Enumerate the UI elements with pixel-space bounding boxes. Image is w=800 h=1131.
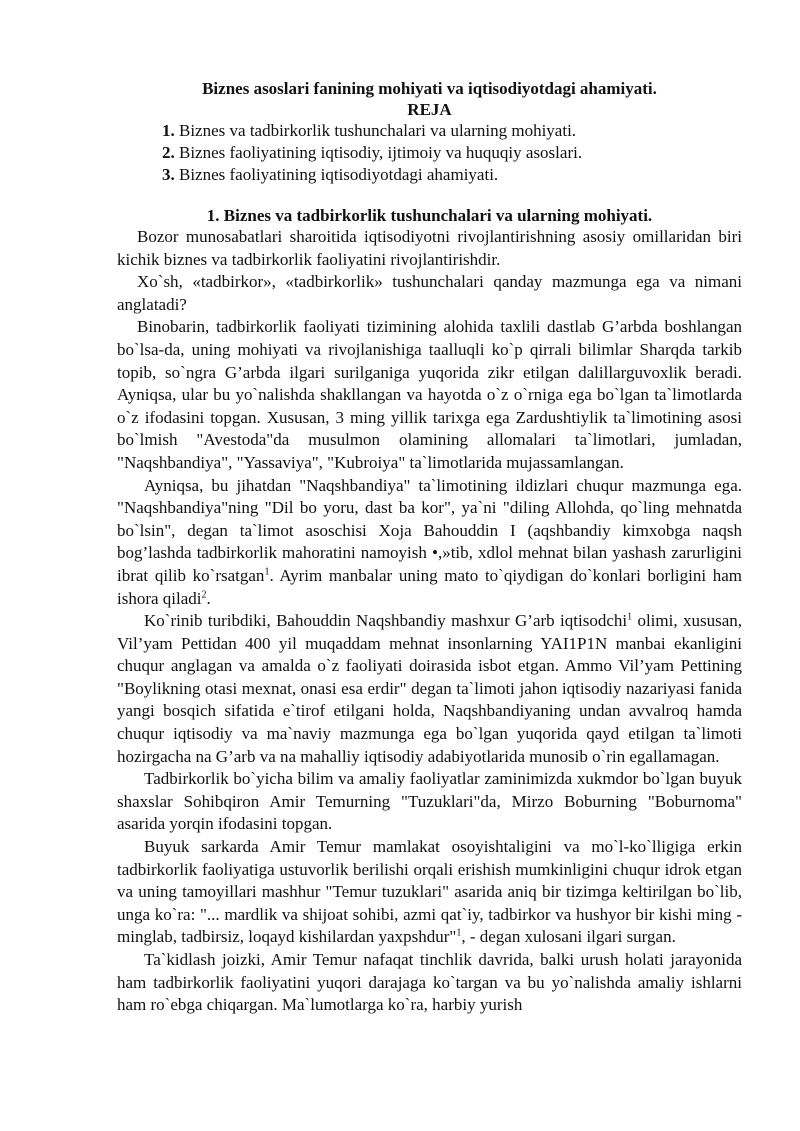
plan-item-text: Biznes faoliyatining iqtisodiy, ijtimoiy va huquqiy asoslari. [174,143,583,162]
plan-item-number: 2. [162,143,175,162]
paragraph: Binobarin, tadbirkorlik faoliyati tizimining alohida taxlili dastlab G’arbda boshlangan bo`lsa-da, uning mohiyati va rivojlanishiga taalluqli ko`p qirrali bilimlar Sharqda tarkib topib, so`ngra G’arbda ilgari surilganiga yuqorida zikr etilgan dalillarguvoxlik beradi. Ayniqsa, ular bu yo`nalishda shakllangan va hayotda o`z o`rniga ega bo`lgan ta`limotlarda o`z ifodasini topgan. Xususan, 3 ming yillik tarixga ega Zardushtiylik ta`limotining asosi bo`lmish "Avestoda"da musulmon olamining allomalari ta`limotlari, jumladan, "Naqshbandiya", "Yassaviya", "Kubroiya" ta`limotlarida mujassamlangan. [117,317,742,472]
paragraph-text: . Ayrim manbalar uning mato to`qiydigan do`konlari borligini ham ishora qiladi [117,565,742,608]
footnote-marker: 1 [456,927,462,939]
plan-item-text: Biznes faoliyatining iqtisodiyotdagi ahamiyati. [174,165,499,184]
paragraph: Xo`sh, «tadbirkor», «tadbirkorlik» tushunchalari qanday mazmunga ega va nimani anglatadi? [117,272,742,314]
paragraph-text: olimi, xususan, Vil’yam Pettidan 400 yil muqaddam mehnat insonlarning YAI1P1N manbai ekanligini chuqur anglagan va amalda o`z faoliyati doirasida isbot etgan. Ammo Vil’yam Pettining "Boylikning otasi mexnat, onasi esa erdir" degan ta`limoti jahon iqtisodiy nazariyasi fanida yangi bosqich sifatida e`tirof etilgani holda, Naqshbandiyaning undan avvalroq hamda chuqur iqtisodiy va ma`naviy mazmunga ega bo`lgan yuqorida qayd etilgan ta`limoti hozirgacha na G’arb va na mahalliy iqtisodiy adabiyotlarida munosib o`rin egallamagan. [117,611,742,766]
paragraph [117,610,742,768]
plan-item-number: 1. [162,121,175,140]
plan-item-number: 3. [162,165,175,184]
paragraph: Tadbirkorlik bo`yicha bilim va amaliy faoliyatlar zaminimizda xukmdor bo`lgan buyuk shaxslar Sohibqiron Amir Temurning "Tuzuklari"da, Mirzo Boburning "Boburnoma" asarida yorqin ifodasini topgan. [117,769,742,834]
paragraph-text: , - degan xulosani ilgari surgan. [461,927,676,947]
document-title: Biznes asoslari fanining mohiyati va iqtisodiyotdagi ahamiyati. [202,79,657,98]
paragraph: Bozor munosabatlari sharoitida iqtisodiyotni rivojlantirishning asosiy omillaridan biri kichik biznes va tadbirkorlik faoliyatini rivojlantirishdir. [117,227,742,269]
plan-item [162,120,742,142]
plan-list [117,120,742,186]
footnote-marker: 2 [201,588,207,600]
plan-heading: REJA [407,100,452,119]
paragraph-text: Buyuk sarkarda Amir Temur mamlakat osoyishtaligini va mo`l-ko`lligiga erkin tadbirkorlik faoliyatiga ustuvorlik berilishi orqali erishish mumkinligini chuqur idrok etgan va uning tamoyillari mashhur "Temur tuzuklari" asarida aniq bir tizimga keltirilgan bo`lib, unga ko`ra: "... mardlik va shijoat sohibi, azmi qat`iy, tadbirkor va hushyor bir kishi ming - minglab, tadbirsiz, loqayd kishilardan yaxpshdur" [117,837,742,947]
plan-item-text: Biznes va tadbirkorlik tushunchalari va ularning mohiyati. [174,121,577,140]
plan-item [162,142,742,164]
section-heading: 1. Biznes va tadbirkorlik tushunchalari va ularning mohiyati. [206,206,653,225]
paragraph-text: Ko`rinib turibdiki, Bahouddin Naqshbandiy mashxur G’arb iqtisodchi [144,611,628,631]
footnote-marker: 1 [627,611,633,623]
plan-item [162,164,742,186]
paragraph-text: Ayniqsa, bu jihatdan "Naqshbandiya" ta`limotining ildizlari chuqur mazmunga ega. "Naqshbandiya"ning "Dil bo yoru, dast ba kor", ya`ni "diling Allohda, qo`ling mehnatda bo`lsin", degan ta`limot asoschisi Xoja Bahouddin I (aqshbandiy kimxobga naqsh bog’lashda tadbirkorlik mahoratini namoyish •,»tib, xdlol mehnat bilan yashash zarurligini ibrat qilib ko`rsatgan [117,475,742,585]
paragraph [117,475,742,611]
footnote-marker: 1 [264,566,270,578]
paragraph-text: . [206,588,211,608]
paragraph: Ta`kidlash joizki, Amir Temur nafaqat tinchlik davrida, balki urush holati jarayonida ham tadbirkorlik faoliyatini yuqori darajaga ko`targan va bu yo`nalishda amaliy ishlarni ham ro`ebga chiqargan. Ma`lumotlarga ko`ra, harbiy yurish [117,950,742,1015]
paragraph [117,836,742,949]
